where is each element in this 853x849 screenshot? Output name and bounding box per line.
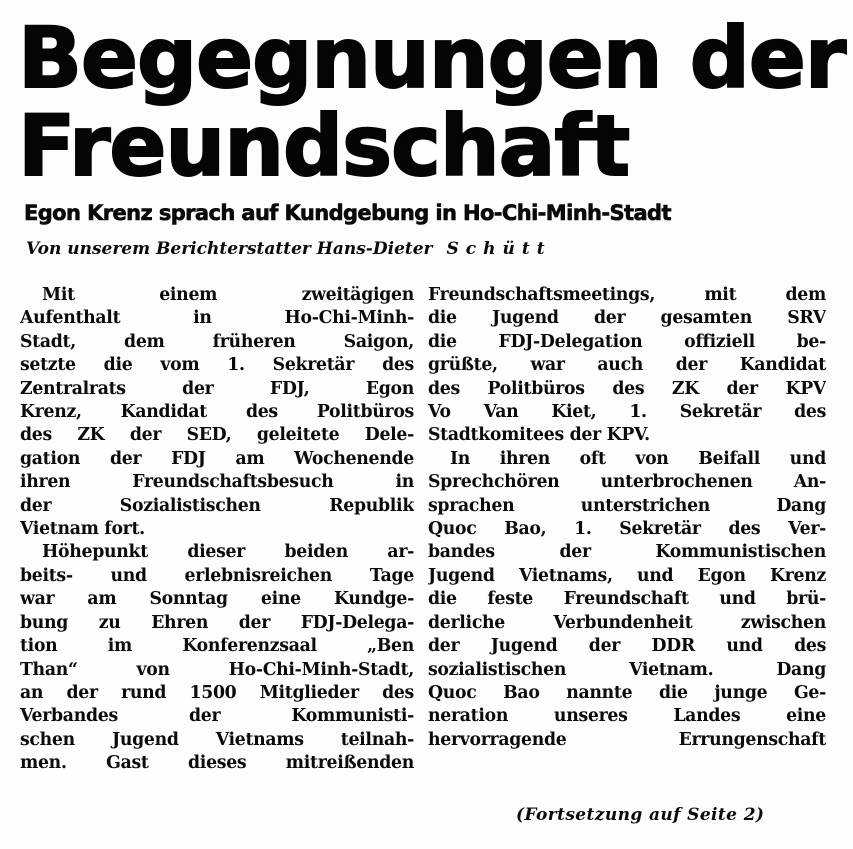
headline-line-1: Begegnungen der <box>18 9 846 107</box>
text-line: Than“ von Ho-Chi-Minh-Stadt, <box>20 659 414 680</box>
text-line: Zentralrats der FDJ, Egon <box>20 378 414 399</box>
text-line: die feste Freundschaft und brü- <box>428 589 826 610</box>
article-body <box>0 284 853 824</box>
text-line: bandes der Kommunistischen <box>428 542 826 563</box>
byline-prefix: Von unserem Berichterstatter Hans-Dieter <box>26 239 433 259</box>
text-line: der Jugend der DDR und des <box>428 636 826 657</box>
text-line: des Politbüros des ZK der KPV <box>428 378 826 399</box>
text-line: Sprechchören unterbrochenen An- <box>428 472 826 493</box>
left-column <box>20 284 414 776</box>
text-line: Quoc Bao nannte die junge Ge- <box>428 682 826 703</box>
text-line: Krenz, Kandidat des Politbüros <box>20 402 414 423</box>
text-line: hervorragende Errungenschaft <box>428 729 826 750</box>
text-line: sprachen unterstrichen Dang <box>428 495 826 516</box>
text-line: ihren Freundschaftsbesuch in <box>20 472 414 493</box>
text-line: sozialistischen Vietnam. Dang <box>428 659 826 680</box>
text-line: Mit einem zweitägigen <box>42 285 414 305</box>
headline <box>18 9 846 195</box>
subheadline: Egon Krenz sprach auf Kundgebung in Ho-Chi-Minh-Stadt <box>24 201 671 225</box>
text-line: grüßte, war auch der Kandidat <box>428 355 826 376</box>
text-line: an der rund 1500 Mitglieder des <box>20 682 414 703</box>
text-line: neration unseres Landes eine <box>428 706 826 727</box>
text-line: In ihren oft von Beifall und <box>450 448 826 469</box>
text-line: Aufenthalt in Ho-Chi-Minh- <box>20 308 414 329</box>
right-column <box>428 284 826 752</box>
text-line: Freundschaftsmeetings, mit dem <box>428 285 826 305</box>
text-line: des ZK der SED, geleitete Dele- <box>20 425 414 446</box>
byline-surname: Schütt <box>446 239 552 259</box>
text-line: Höhepunkt dieser beiden ar- <box>42 542 414 563</box>
text-line: Verbandes der Kommunisti- <box>20 706 414 727</box>
text-line: gation der FDJ am Wochenende <box>20 448 414 469</box>
text-line: die FDJ-Delegation offiziell be- <box>428 331 826 352</box>
text-line: bung zu Ehren der FDJ-Delega- <box>20 612 414 633</box>
text-line: derliche Verbundenheit zwischen <box>428 612 826 633</box>
text-line: der Sozialistischen Republik <box>20 495 414 516</box>
text-line: Jugend Vietnams, und Egon Krenz <box>428 565 826 586</box>
text-line: war am Sonntag eine Kundge- <box>20 589 414 610</box>
text-line: beits- und erlebnisreichen Tage <box>20 565 414 586</box>
text-line: schen Jugend Vietnams teilnah- <box>20 729 414 750</box>
byline <box>26 238 826 260</box>
text-line: Stadt, dem früheren Saigon, <box>20 331 414 352</box>
text-line: setzte die vom 1. Sekretär des <box>20 355 414 376</box>
text-line: Vietnam fort. <box>20 519 145 540</box>
headline-line-2: Freundschaft <box>18 97 630 195</box>
text-line: Stadtkomitees der KPV. <box>428 425 650 446</box>
text-line: Quoc Bao, 1. Sekretär des Ver- <box>428 519 826 540</box>
text-line: Vo Van Kiet, 1. Sekretär des <box>428 402 826 423</box>
text-line: die Jugend der gesamten SRV <box>428 308 826 329</box>
continuation-note: (Fortsetzung auf Seite 2) <box>516 805 765 825</box>
text-line: tion im Konferenzsaal „Ben <box>20 636 414 657</box>
text-line: men. Gast dieses mitreißenden <box>20 753 414 774</box>
